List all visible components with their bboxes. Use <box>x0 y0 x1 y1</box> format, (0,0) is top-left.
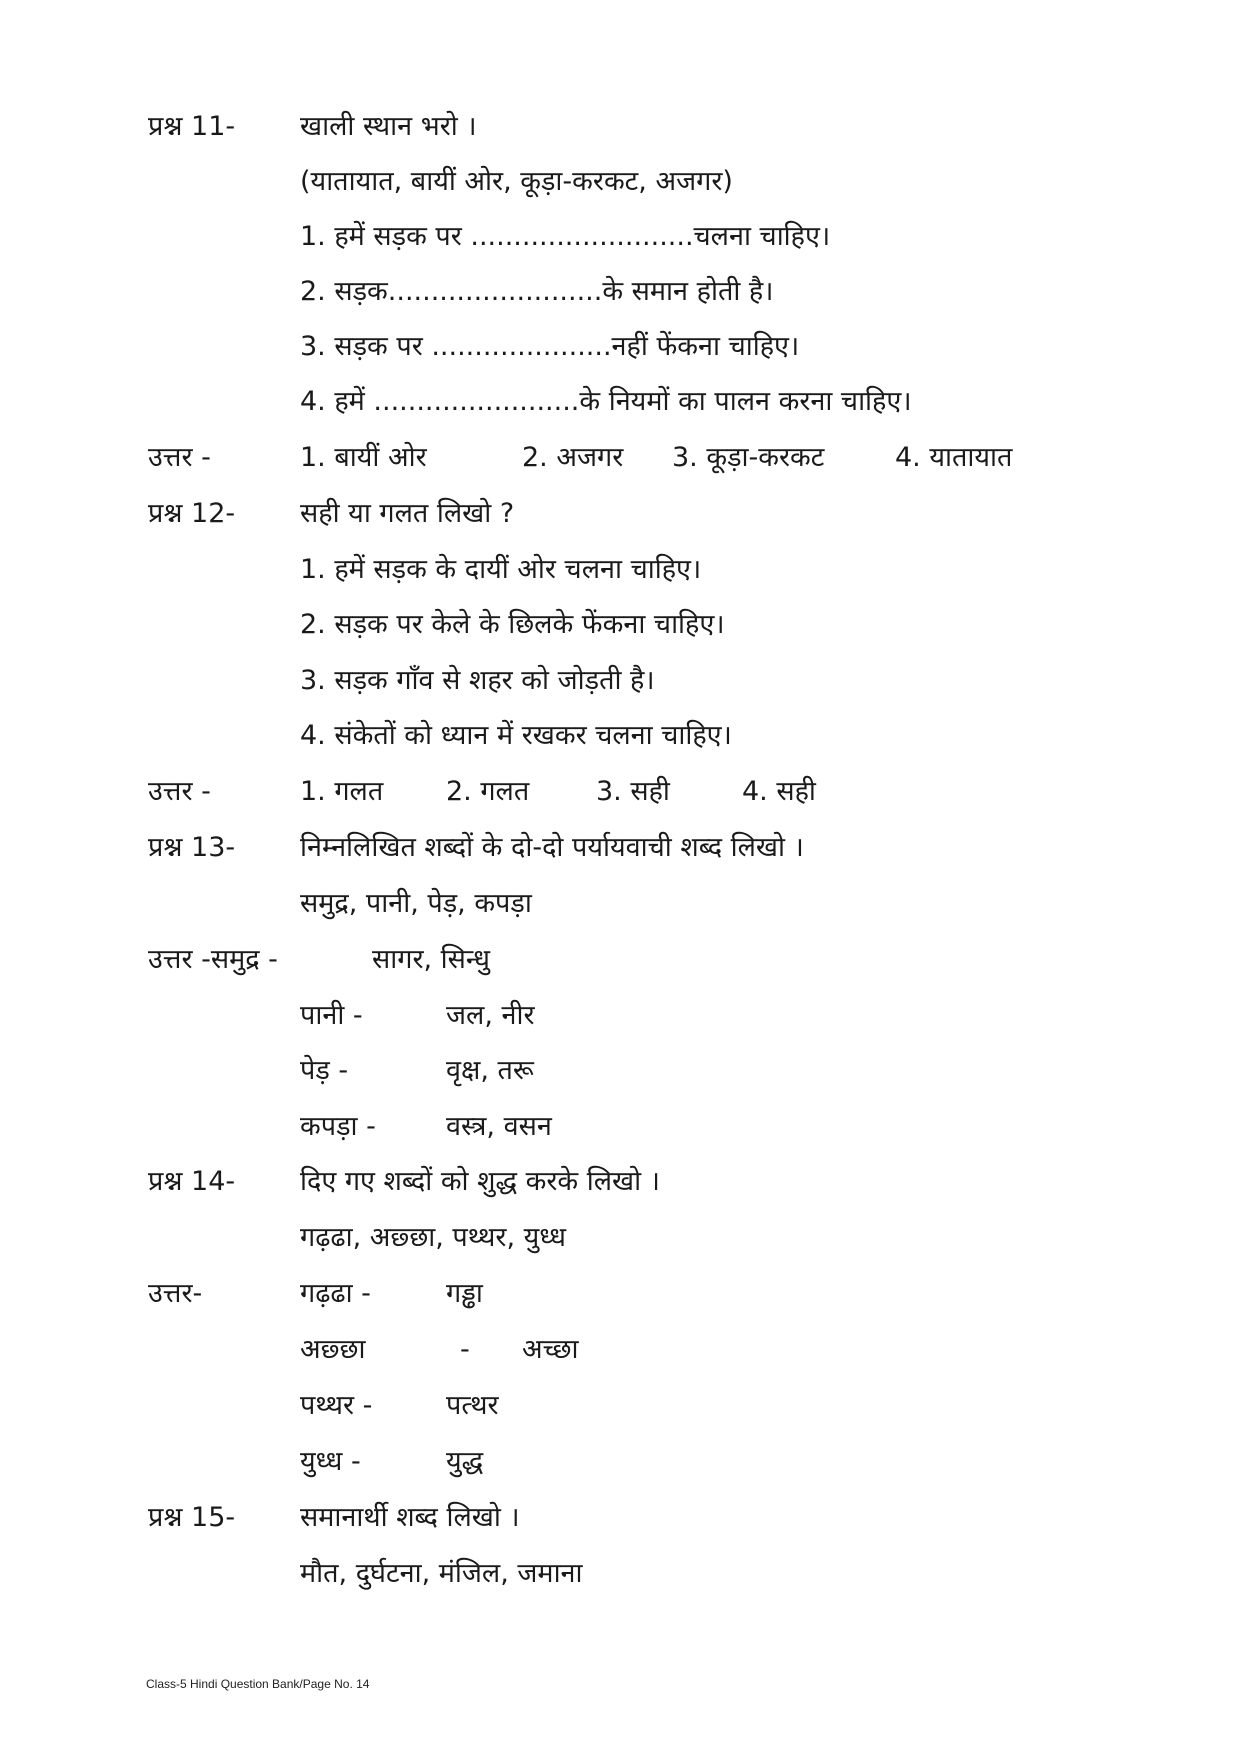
q12-answer-4: 4. सही <box>742 776 816 807</box>
q14-row-term: पथ्थर - <box>300 1390 373 1421</box>
q14-label: प्रश्न 14- <box>148 1166 236 1197</box>
q14-row-value: युद्ध <box>446 1446 484 1477</box>
q11-answer-1: 1. बायीं ओर <box>300 442 427 473</box>
q13-label: प्रश्न 13- <box>148 832 236 863</box>
q12-answer-2: 2. गलत <box>446 776 530 807</box>
q11-item-4: 4. हमें ........................के नियमों का पालन करना चाहिए। <box>300 386 912 417</box>
q11-item-3: 3. सड़क पर .....................नहीं फेंकना चाहिए। <box>300 331 800 362</box>
q14-answer-label: उत्तर- <box>148 1278 203 1309</box>
q12-label: प्रश्न 12- <box>148 498 236 529</box>
q14-row-term: युध्ध - <box>300 1446 361 1477</box>
q14-row-dash: - <box>460 1334 470 1365</box>
q11-answer-3: 3. कूड़ा-करकट <box>672 442 825 473</box>
q15-label: प्रश्न 15- <box>148 1502 236 1533</box>
q12-item-1: 1. हमें सड़क के दायीं ओर चलना चाहिए। <box>300 554 702 585</box>
q12-title: सही या गलत लिखो ? <box>300 498 515 529</box>
q13-row-term: कपड़ा - <box>300 1111 376 1142</box>
q11-answer-2: 2. अजगर <box>522 442 624 473</box>
q13-words: समुद्र, पानी, पेड़, कपड़ा <box>300 888 532 919</box>
q13-answer-1: सागर, सिन्धु <box>372 944 490 975</box>
q13-row-term: पेड़ - <box>300 1055 349 1086</box>
q14-row-value: अच्छा <box>522 1334 579 1365</box>
q11-answer-4: 4. यातायात <box>895 442 1013 473</box>
q12-item-2: 2. सड़क पर केले के छिलके फेंकना चाहिए। <box>300 609 725 640</box>
q14-words: गढ़ढा, अछ्छा, पथ्थर, युध्ध <box>300 1222 567 1253</box>
q12-answer-3: 3. सही <box>596 776 670 807</box>
q13-row-value: वस्त्र, वसन <box>446 1111 552 1142</box>
q11-item-1: 1. हमें सड़क पर ..........................चलना चाहिए। <box>300 221 831 252</box>
q12-answer-1: 1. गलत <box>300 776 384 807</box>
q11-answer-label: उत्तर - <box>148 442 211 473</box>
q14-title: दिए गए शब्दों को शुद्ध करके लिखो । <box>300 1166 660 1197</box>
q11-item-2: 2. सड़क.........................के समान होती है। <box>300 276 774 307</box>
q14-row-term: अछ्छा <box>300 1334 366 1365</box>
q13-title: निम्नलिखित शब्दों के दो-दो पर्यायवाची शब्द लिखो । <box>300 832 804 863</box>
page-footer: Class-5 Hindi Question Bank/Page No. 14 <box>146 1677 370 1691</box>
q11-label: प्रश्न 11- <box>148 111 236 142</box>
q12-item-3: 3. सड़क गाँव से शहर को जोड़ती है। <box>300 665 655 696</box>
q15-words: मौत, दुर्घटना, मंजिल, जमाना <box>300 1558 583 1589</box>
q11-title: खाली स्थान भरो । <box>300 111 477 142</box>
q14-row-value: पत्थर <box>446 1390 499 1421</box>
q12-answer-label: उत्तर - <box>148 776 211 807</box>
q14-row-term: गढ़ढा - <box>300 1278 371 1309</box>
q13-answer-label: उत्तर -समुद्र - <box>148 944 278 975</box>
q12-item-4: 4. संकेतों को ध्यान में रखकर चलना चाहिए। <box>300 720 732 751</box>
q11-options: (यातायात, बायीं ओर, कूड़ा-करकट, अजगर) <box>300 166 733 197</box>
q13-row-value: वृक्ष, तरू <box>446 1055 534 1086</box>
q14-row-value: गड्ढा <box>446 1278 483 1309</box>
q13-row-value: जल, नीर <box>446 1000 535 1031</box>
q15-title: समानार्थी शब्द लिखो । <box>300 1502 520 1533</box>
q13-row-term: पानी - <box>300 1000 363 1031</box>
